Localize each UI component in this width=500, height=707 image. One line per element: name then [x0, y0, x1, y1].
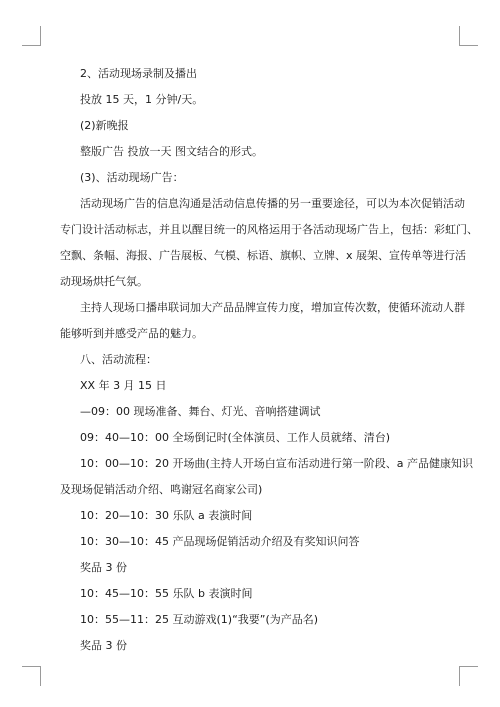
paragraph-block: [60, 300, 465, 342]
schedule-item: 10：55—11：25 互动游戏(1)“我要”(为产品名): [80, 613, 319, 626]
paragraph-line: 动现场烘托气氛。: [60, 275, 148, 288]
paragraph-line: 能够听到并感受产品的魅力。: [60, 327, 203, 340]
prize-note: 奖品 3 份: [80, 639, 127, 652]
schedule-item: 10：00—10：20 开场曲(主持人开场白宣布活动进行第一阶段、a 产品健康知识: [80, 457, 474, 470]
crop-mark-top-left-h: [22, 45, 41, 46]
schedule-item-continued: 及现场促销活动介绍、鸣谢冠名商家公司): [60, 483, 263, 496]
paragraph-line: 活动现场广告的信息沟通是活动信息传播的另一重要途径，可以为本次促销活动: [80, 197, 465, 210]
prize-note: 奖品 3 份: [80, 561, 127, 574]
crop-mark-bottom-left-h: [22, 666, 41, 667]
event-date: XX 年 3 月 15 日: [80, 379, 167, 392]
sub-heading: (2)新晚报: [80, 119, 129, 132]
schedule-item: 10：20—10：30 乐队 a 表演时间: [80, 509, 253, 522]
paragraph-block: [60, 196, 478, 290]
crop-mark-bottom-left: [40, 666, 41, 686]
crop-mark-top-right: [459, 26, 460, 46]
paragraph-line: 专门设计活动标志，并且以醒目统一的风格运用于各活动现场广告上，包括：彩虹门、: [60, 223, 478, 236]
crop-mark-bottom-right: [459, 666, 460, 686]
section-heading-2: 2、活动现场录制及播出: [80, 67, 197, 80]
crop-mark-top-left: [40, 26, 41, 46]
schedule-item: 10：45—10：55 乐队 b 表演时间: [80, 587, 253, 600]
sub-heading: (3)、活动现场广告：: [80, 171, 184, 184]
crop-mark-top-right-h: [459, 45, 478, 46]
document-body: [60, 66, 478, 654]
crop-mark-bottom-right-h: [459, 666, 478, 667]
paragraph-line: 主持人现场口播串联词加大产品品牌宣传力度，增加宣传次数，使循环流动人群: [80, 301, 465, 314]
schedule-item: 09：40—10：00 全场倒记时(全体演员、工作人员就绪、清台): [80, 431, 391, 444]
schedule-item: 10：30—10：45 产品现场促销活动介绍及有奖知识问答: [80, 535, 360, 548]
paragraph-line: 空飘、条幅、海报、广告展板、气模、标语、旗帜、立牌、x 展架、宣传单等进行活: [60, 249, 467, 262]
schedule-item: —09：00 现场准备、舞台、灯光、音响搭建调试: [80, 405, 321, 418]
paragraph: 投放 15 天，1 分钟/天。: [80, 93, 204, 106]
paragraph: 整版广告 投放一天 图文结合的形式。: [80, 145, 263, 158]
schedule-item-block: [60, 456, 474, 498]
section-heading-8: 八、活动流程：: [80, 353, 157, 366]
